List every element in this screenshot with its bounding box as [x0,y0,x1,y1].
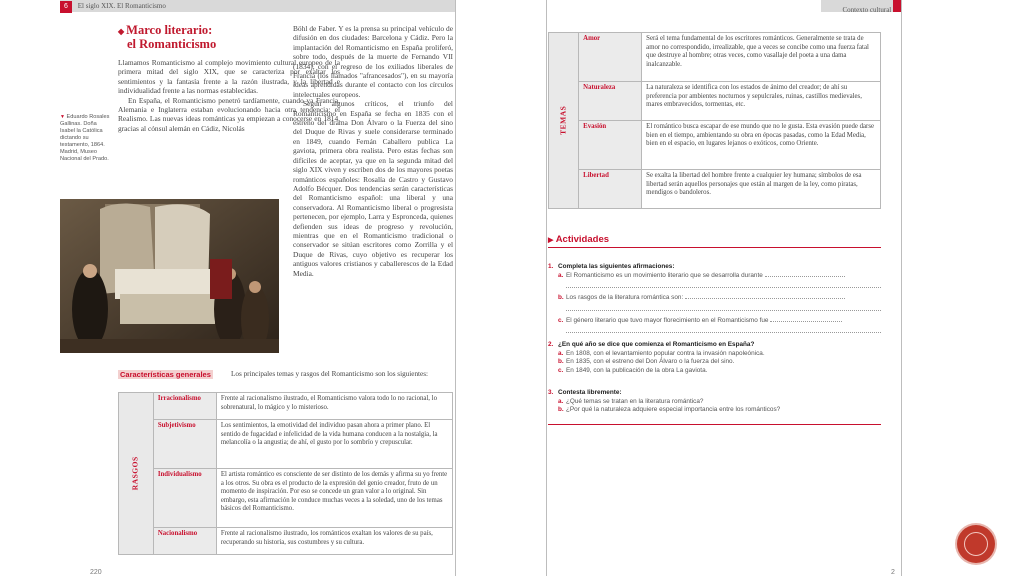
table-term: Irracionalismo [153,393,216,420]
table-desc: Frente al racionalismo ilustrado, el Romanticismo valora todo lo no racional, lo sobrenatural, lo mágico y lo misterioso. [216,393,452,420]
activity-3: 3. Contesta libremente: a. ¿Qué temas se tratan en la literatura romántica? b. ¿Por qué la naturaleza adquiere especial importancia entre los románticos? [548,389,781,413]
table-row [549,121,881,170]
temas-side-label: TEMAS [549,33,579,209]
activity-1: 1. Completa las siguientes afirmaciones: a. El Romanticismo es un movimiento literario que se desarrolla durante b. Los rasgos de la literatura romántica son: c. El género literario que tuvo mayor florecimiento en el Romanticismo fue [548,263,881,333]
table-term: Evasión [579,121,642,170]
page-number: 2 [891,569,895,576]
page-edge [901,0,902,576]
table-desc: Se exalta la libertad del hombre frente a cualquier ley humana; símbolos de esa libertad serán aquellos personajes que están al margen de la ley, como piratas, mendigos o bandoleros. [642,170,881,209]
table-term: Individualismo [153,469,216,528]
paragraph: Llamamos Romanticismo al complejo movimiento cultural europeo de la primera mitad del siglo XIX, que se caracteriza por exaltar los sentimientos y la fantasía frente a la razón ilustrada, y la libertad e individualidad frente a las normas establecidas. [118,58,340,96]
general-characteristics-label: Características generales [120,370,211,379]
table-row [119,420,453,469]
header-tab [893,0,901,12]
table-desc: Los sentimientos, la emotividad del individuo pasan ahora a primer plano. El sentido de fugacidad e infelicidad de la vida humana conducen a la nostalgia, la melancolía o la angustia; de ahí, el gusto por lo sombrío y crepuscular. [216,420,452,469]
temas-table [548,32,881,209]
header-text: Contexto cultural [842,6,892,14]
table-desc: El artista romántico es consciente de ser distinto de los demás y afirma su yo frente a los otros. Su obra es el producto de la expresión del genio creador, fruto de un momento de inspiración. Por eso se concede un gran valor a lo original. Sin embargo, esta afirmación le conduce muchas veces a la soledad, uno de los temas básicos del Romanticismo. [216,469,452,528]
section-title: ◆ Marco literario: el Romanticismo [118,23,217,51]
table-term: Amor [579,33,642,82]
rasgos-side-label: RASGOS [119,393,154,555]
circle-icon [964,532,988,556]
page-number: 220 [90,569,102,576]
divider [548,247,881,248]
activity-2: 2. ¿En qué año se dice que comienza el Romanticismo en España? a. En 1808, con el levantamiento popular contra la invasión napoleónica. b. En 1835, con el estreno del Don Álvaro o la fuerza del sino. c. En 1849, con la publicación de la obra La gaviota. [548,341,765,374]
page-edge [455,0,456,576]
table-desc: La naturaleza se identifica con los estados de ánimo del creador; de ahí su preferencia por ambientes nocturnos y sepulcrales, ruinas, castillos medievales, mares embravecidos, tormentas, etc. [642,82,881,121]
image-caption: ▼ Eduardo Rosales Gallinas. Doña Isabel la Católica dictando su testamento, 1864. Madrid, Museo Nacional del Prado. [60,114,110,162]
table-desc: Será el tema fundamental de los escritores románticos. Generalmente se trata de amor no correspondido, irrealizable, que a veces se concibe como una fuerza fatal que destruye al hombre; otras veces, como vasallaje del poeta a una dama inalcanzable. [642,33,881,82]
table-term: Subjetivismo [153,420,216,469]
right-page [546,0,901,576]
table-row [549,82,881,121]
table-row [549,170,881,209]
page-edge [546,0,547,576]
paragraph: En España, el Romanticismo penetró tardíamente, cuando ya Francia, Alemania e Inglaterra estaban evolucionando hacia otra tendencia: el Realismo. Las nuevas ideas románticas ya empiezan a conocerse en 1814, gracias al cónsul alemán en Cádiz, Nicolás [118,95,340,133]
painting-illustration [60,199,279,353]
table-row [119,393,453,420]
next-slide-button[interactable] [957,525,995,563]
text-column-2 [293,24,453,278]
paragraph: Böhl de Faber. Y es la prensa su principal vehículo de difusión en dos ciudades: Barcelona y Cádiz. Pero la implantación del Romanticismo en España proliferó, sobre todo, después de la muerte de Fernando VII (1834), con el regreso de los exiliados liberales de Francia (los llamados "afrancesados"), en su mayoría ideas aprendidas durante el contacto con los círculos intelectuales europeos. [293,24,453,99]
paragraph: Según algunos críticos, el triunfo del Romanticismo en España se fecha en 1835 con el estreno del drama Don Álvaro o la Fuerza del sino del Duque de Rivas y suele considerarse terminado en 1849, cuando Fernán Caballero publica La gaviota, primera obra realista. Pero estas fechas son difíciles de aceptar, ya que en la segunda mitad del siglo XIX viven y escriben dos de los mayores poetas románticos españoles: Rosalía de Castro y Gustavo Adolfo Bécquer. Dos tendencias serán características del Romanticismo español: una liberal y una conservadora. Al Romanticismo liberal o progresista pertenecen, por ejemplo, Larra y Espronceda, quienes defienden sus ideas de progreso y revolución, mientras que en el Romanticismo tradicional o conservador se sitúan escritores como Zorrilla y el Duque de Rivas, cuyo objetivo es recuperar los antiguos valores cristianos y caballerescos de la Edad Media. [293,99,453,278]
page-header [60,0,455,12]
table-row [549,33,881,82]
table-term: Libertad [579,170,642,209]
table-term: Nacionalismo [153,528,216,555]
table-row [119,469,453,528]
rasgos-table [118,392,453,555]
header-text: El siglo XIX. El Romanticismo [77,2,166,10]
table-row [119,528,453,555]
page-header [821,0,901,12]
divider [548,424,881,425]
left-page [60,0,455,576]
chapter-number: 6 [60,1,72,13]
painting-image [60,199,279,353]
table-desc: Frente al racionalismo ilustrado, los románticos exaltan los valores de su país, recuperando su historia, sus costumbres y su cultura. [216,528,452,555]
table-term: Naturaleza [579,82,642,121]
activities-heading: ▶ Actividades [548,234,610,245]
table-desc: El romántico busca escapar de ese mundo que no le gusta. Esta evasión puede darse bien en el tiempo, ambientando su obra en épocas pasadas, como la Edad Media, bien en el espacio, en lugares lejanos o exóticos, como Oriente. [642,121,881,170]
general-characteristics-intro: Los principales temas y rasgos del Romanticismo son los siguientes: [231,370,429,378]
